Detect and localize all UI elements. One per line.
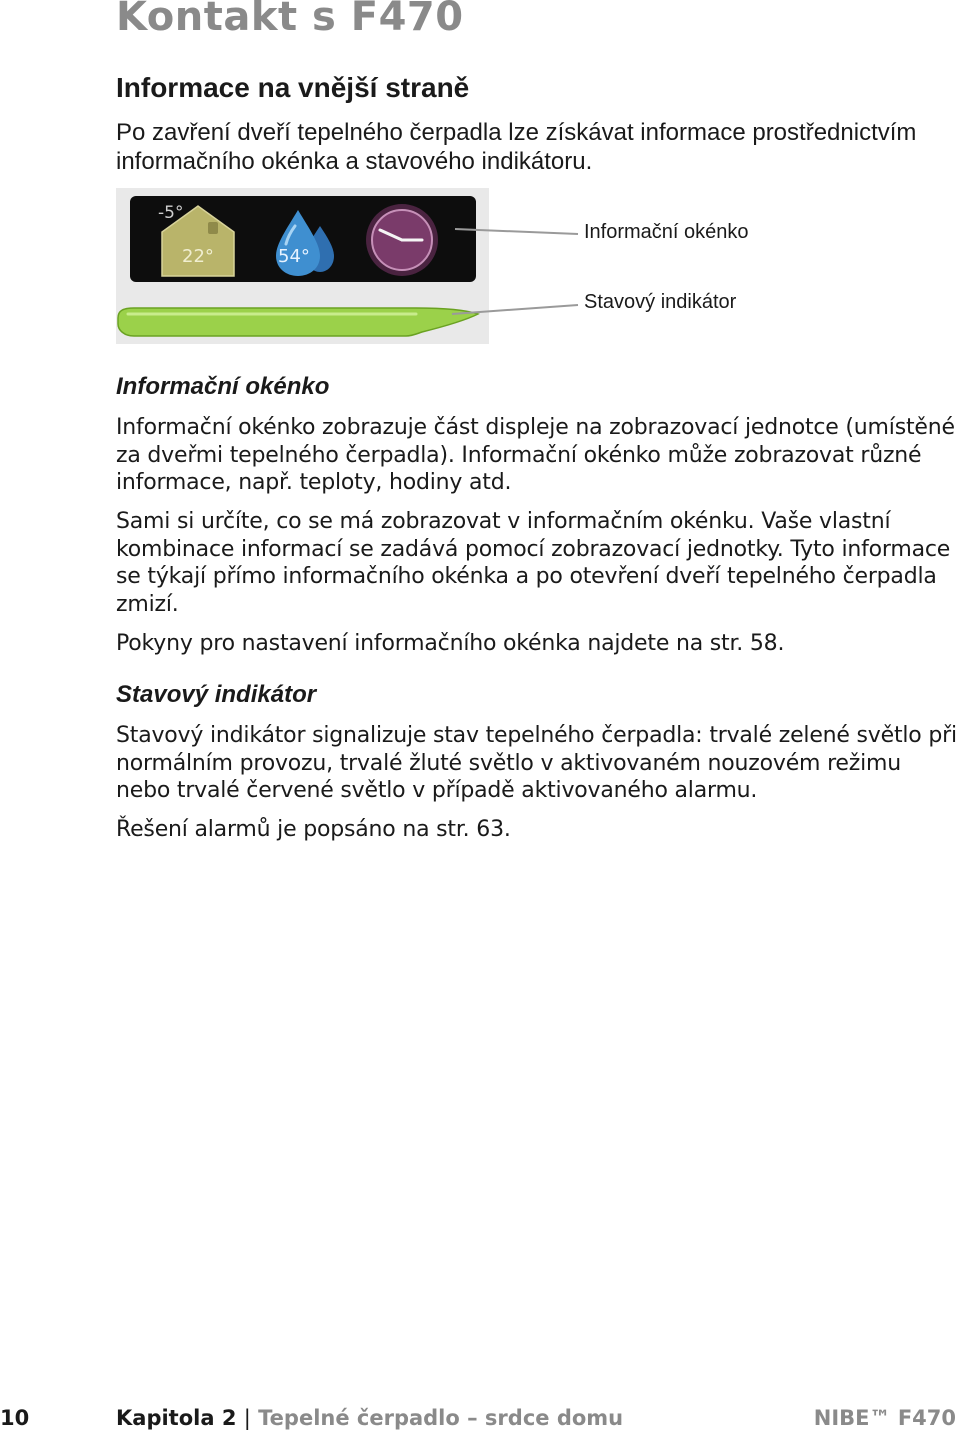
page-footer [0, 1406, 960, 1438]
page-number: 10 [0, 1406, 30, 1430]
chapter-separator: | [243, 1406, 251, 1430]
chapter-label [116, 1406, 623, 1430]
status-paragraph-2: Řešení alarmů je popsáno na str. 63. [116, 817, 511, 842]
brand-name: NIBE™ F470 [813, 1406, 956, 1430]
callout-info-window: Informační okénko [584, 221, 749, 243]
intro-paragraph: Po zavření dveří tepelného čerpadla lze získávat informace prostřednictvím informačního okénka a stavového indikátoru. [116, 119, 917, 175]
info-window-paragraph-3: Pokyny pro nastavení informačního okénka najdete na str. 58. [116, 631, 785, 656]
status-paragraph-1: Stavový indikátor signalizuje stav tepelného čerpadla: trvalé zelené světlo při normálním provozu, trvalé žluté světlo v aktivovaném nouzovém režimu nebo trvalé červené světlo v případě aktivovaného alarmu. [116, 723, 957, 803]
chapter-name: Kapitola 2 [116, 1406, 237, 1430]
section-heading: Informace na vnější straně [116, 72, 470, 103]
page-title: Kontakt s F470 [116, 0, 464, 40]
water-temp: 54° [278, 246, 310, 267]
outdoor-temp: -5° [158, 203, 184, 223]
info-window-heading: Informační okénko [116, 373, 330, 400]
indoor-temp: 22° [182, 246, 214, 267]
chapter-title: Tepelné čerpadlo – srdce domu [258, 1406, 624, 1430]
callout-lines [0, 0, 960, 400]
info-window-paragraph-2: Sami si určíte, co se má zobrazovat v informačním okénku. Vaše vlastní kombinace informací se zadává pomocí zobrazovací jednotky. Tyto informace se týkají přímo informačního okénka a po otevření dveří tepelného čerpadla zmizí. [116, 509, 951, 617]
callout-status-indicator: Stavový indikátor [584, 291, 737, 313]
status-indicator-heading: Stavový indikátor [116, 681, 317, 708]
info-window-paragraph-1: Informační okénko zobrazuje část displeje na zobrazovací jednotce (umístěné za dveřmi tepelného čerpadla). Informační okénko může zobrazovat různé informace, např. teploty, hodiny atd. [116, 415, 955, 495]
